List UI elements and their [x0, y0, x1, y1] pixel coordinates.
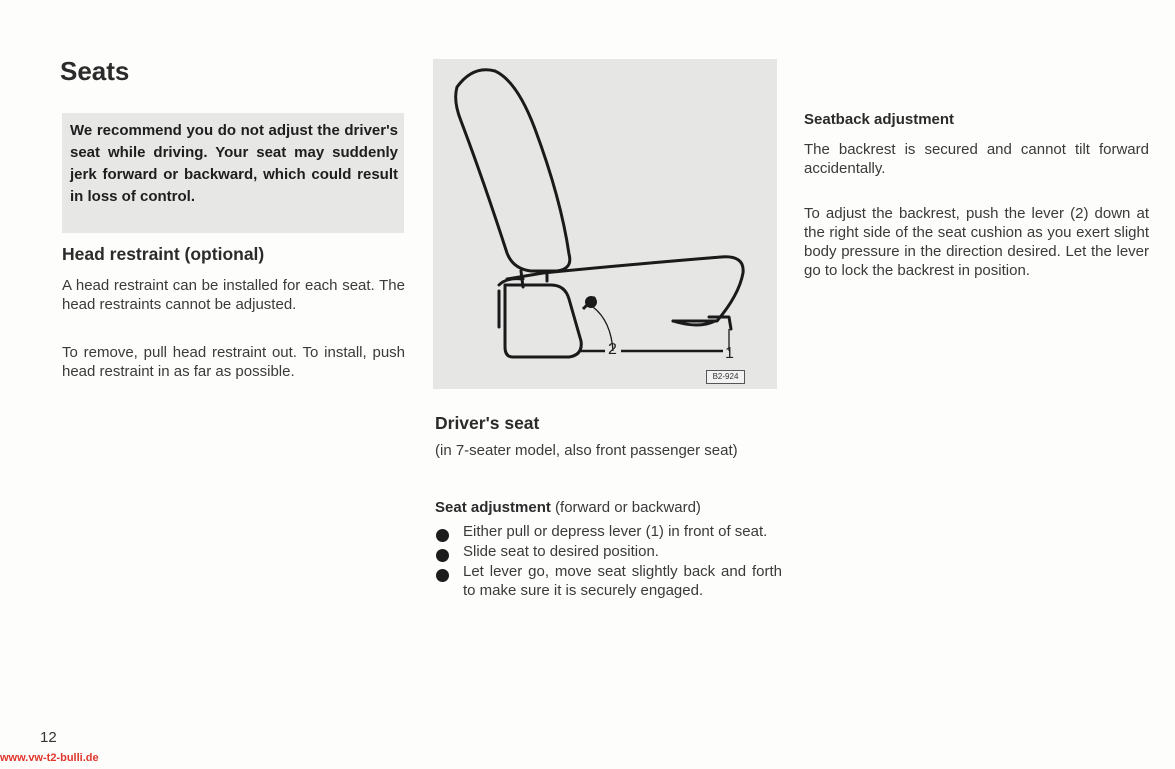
step-text: Slide seat to desired position. — [463, 543, 659, 560]
list-item — [436, 522, 782, 541]
seat-adjustment-heading-bold: Seat adjustment — [435, 499, 551, 516]
seat-adjustment-heading-rest: (forward or backward) — [550, 499, 701, 516]
website-link[interactable]: www.vw-t2-bulli.de — [0, 752, 99, 764]
list-item — [436, 562, 782, 600]
head-restraint-paragraph-1: A head restraint can be installed for each seat. The head restraints cannot be adjusted. — [62, 277, 405, 313]
seatback-paragraph-2: To adjust the backrest, push the lever (2) down at the right side of the seat cushion as you exert slight body pressure in the direction desired. Let the lever go to lock the backrest in position. — [804, 205, 1149, 279]
seat-adjustment-heading — [435, 499, 701, 516]
figure-code: B2-924 — [706, 370, 745, 384]
seatback-paragraph-1: The backrest is secured and cannot tilt forward accidentally. — [804, 141, 1149, 177]
page-title: Seats — [60, 56, 130, 86]
head-restraint-heading: Head restraint (optional) — [62, 244, 265, 264]
step-text: Let lever go, move seat slightly back and forth to make sure it is securely engaged. — [463, 563, 782, 599]
bullet-dot-icon — [436, 549, 449, 562]
bullet-dot-icon — [436, 569, 449, 582]
warning-box: We recommend you do not adjust the driver's seat while driving. Your seat may suddenly jerk forward or backward, which could result in loss of control. — [62, 113, 404, 233]
figure-label-2: 2 — [608, 341, 617, 358]
step-text: Either pull or depress lever (1) in front of seat. — [463, 523, 768, 540]
drivers-seat-heading: Driver's seat — [435, 413, 540, 433]
head-restraint-paragraph-2: To remove, pull head restraint out. To install, push head restraint in as far as possible. — [62, 344, 405, 380]
drivers-seat-subtitle: (in 7-seater model, also front passenger seat) — [435, 442, 738, 459]
seatback-heading: Seatback adjustment — [804, 111, 955, 128]
page-number: 12 — [40, 729, 57, 746]
seat-drawing — [433, 59, 777, 389]
seat-adjustment-steps — [436, 522, 782, 601]
figure-label-1: 1 — [725, 345, 734, 362]
list-item — [436, 542, 782, 561]
seat-illustration — [433, 59, 777, 389]
bullet-dot-icon — [436, 529, 449, 542]
